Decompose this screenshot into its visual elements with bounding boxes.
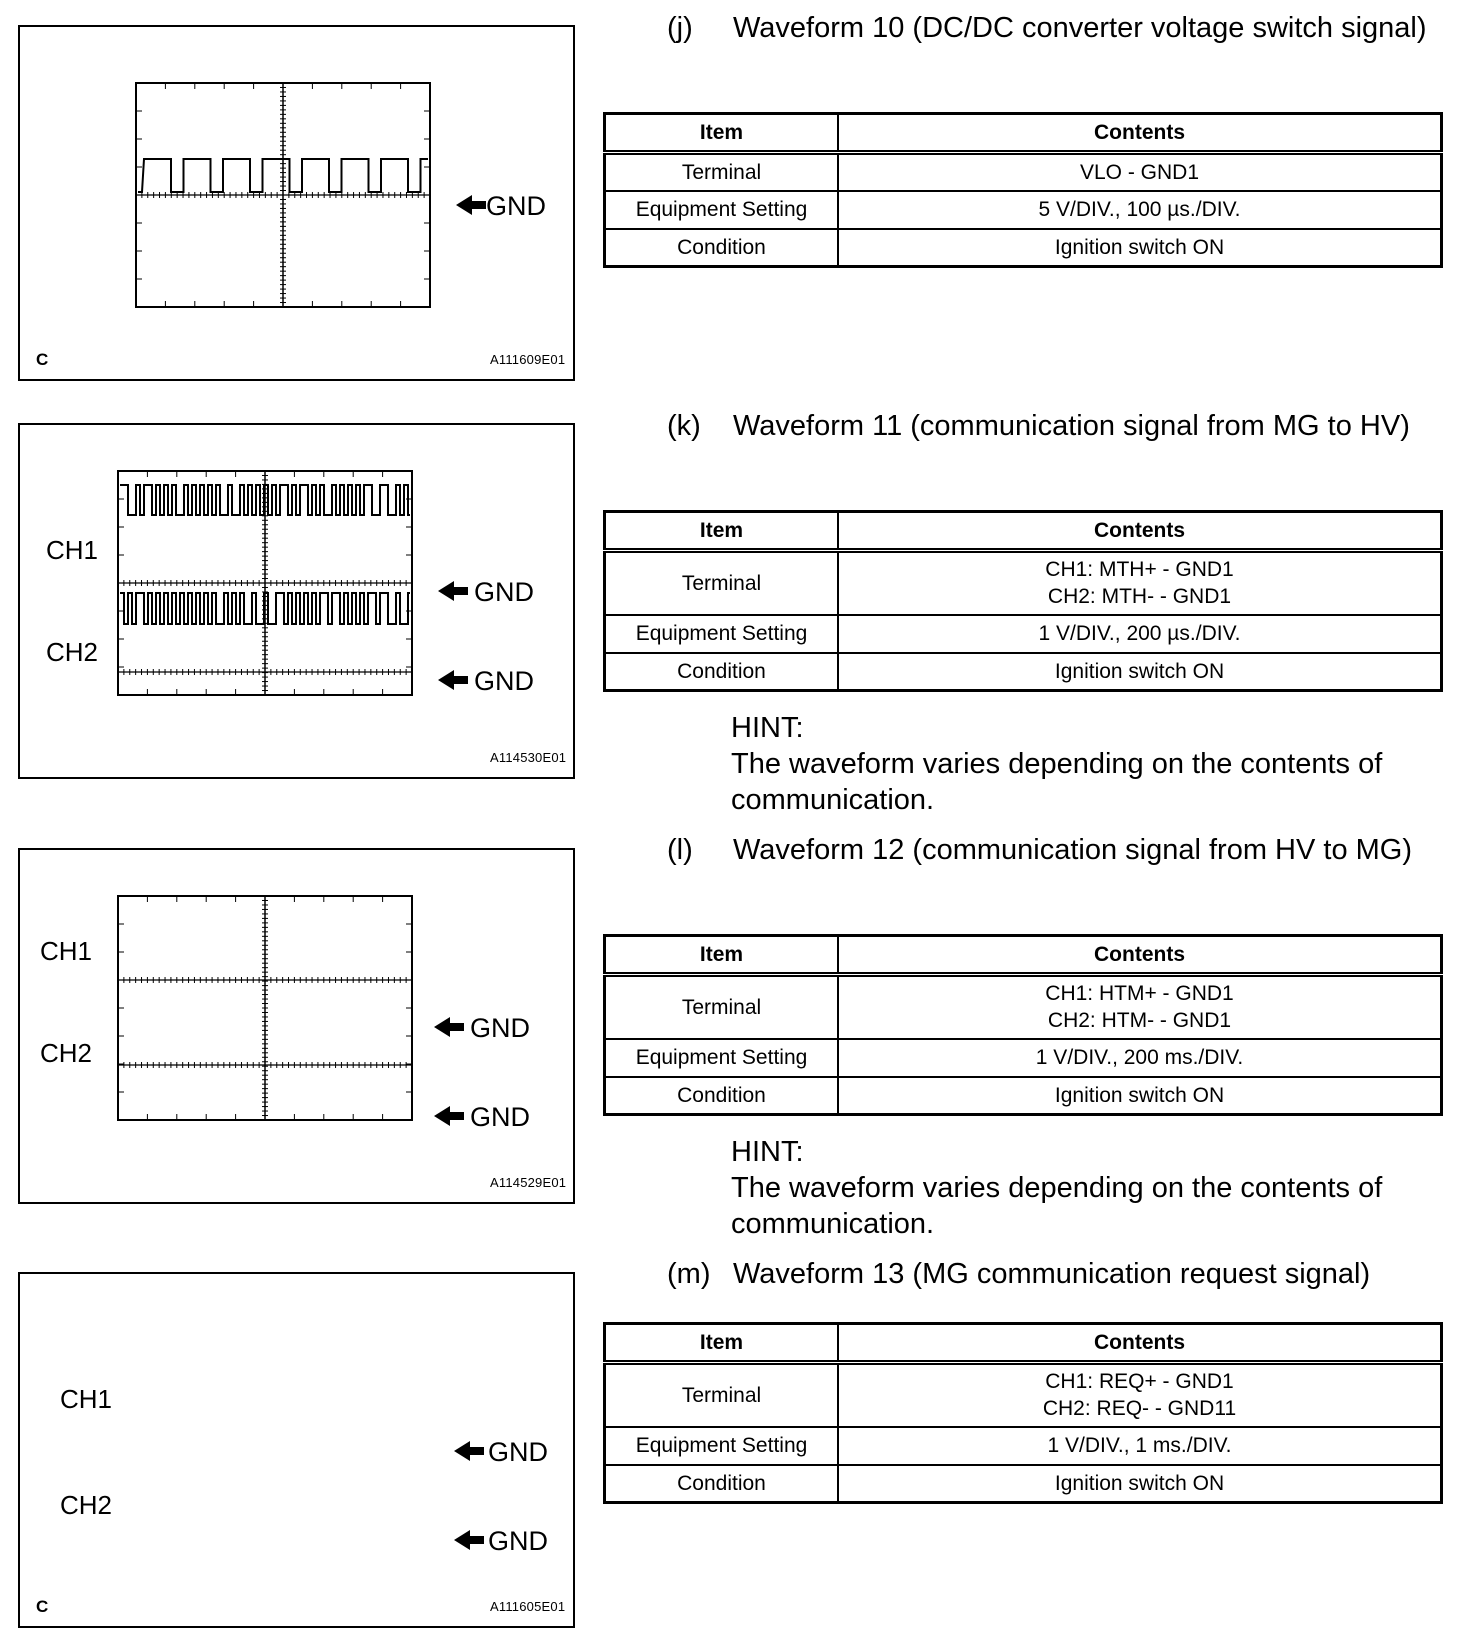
terminal-line: CH1: HTM+ - GND1 bbox=[1045, 982, 1234, 1006]
arrow-left-icon bbox=[434, 1106, 464, 1126]
gnd-label: GND bbox=[474, 577, 534, 607]
section-letter: (j) bbox=[667, 12, 693, 44]
section-letter: (k) bbox=[667, 410, 701, 442]
table-row bbox=[605, 653, 1442, 691]
ch1-label: CH1 bbox=[40, 936, 93, 966]
table-row bbox=[605, 229, 1442, 267]
table-cell: Condition bbox=[605, 653, 839, 691]
arrow-left-icon bbox=[438, 670, 468, 690]
table-row bbox=[605, 551, 1442, 615]
section-heading bbox=[603, 1256, 1443, 1292]
arrow-left-icon bbox=[456, 195, 486, 215]
ch2-label: CH2 bbox=[40, 1038, 93, 1068]
gnd-label: GND bbox=[488, 1526, 548, 1556]
spec-table-waveform-13 bbox=[603, 1322, 1443, 1504]
table-header: Item bbox=[605, 512, 839, 551]
table-cell bbox=[838, 551, 1442, 615]
figure-waveform-12 bbox=[18, 848, 575, 1204]
arrow-left-icon bbox=[438, 581, 468, 601]
section-waveform-13 bbox=[603, 1256, 1443, 1292]
table-header: Contents bbox=[838, 1324, 1442, 1363]
hint-label: HINT: bbox=[731, 712, 804, 744]
arrow-left-icon bbox=[454, 1441, 484, 1461]
table-row bbox=[605, 1427, 1442, 1465]
figure-code: A114530E01 bbox=[490, 750, 567, 765]
table-row bbox=[605, 615, 1442, 653]
section-letter: (l) bbox=[667, 834, 693, 866]
table-header: Contents bbox=[838, 512, 1442, 551]
table-header: Item bbox=[605, 1324, 839, 1363]
terminal-line: CH1: REQ+ - GND1 bbox=[1045, 1370, 1234, 1394]
table-cell: Terminal bbox=[605, 975, 839, 1039]
hint-block bbox=[731, 1134, 1431, 1242]
hint-text: The waveform varies depending on the contents of communication. bbox=[731, 1172, 1383, 1240]
table-row bbox=[605, 1465, 1442, 1503]
table-cell: Condition bbox=[605, 1077, 839, 1115]
figure-code: A114529E01 bbox=[490, 1175, 567, 1190]
figure-code: A111605E01 bbox=[490, 1599, 566, 1614]
terminal-line: CH2: HTM- - GND1 bbox=[1047, 1009, 1232, 1033]
section-title: Waveform 10 (DC/DC converter voltage switch signal) bbox=[733, 12, 1427, 44]
gnd-label: GND bbox=[486, 191, 546, 221]
ch2-label: CH2 bbox=[60, 1490, 113, 1520]
table-cell: Ignition switch ON bbox=[838, 653, 1442, 691]
table-cell: Condition bbox=[605, 1465, 839, 1503]
section-waveform-11 bbox=[603, 408, 1443, 444]
table-cell: Terminal bbox=[605, 1363, 839, 1427]
table-cell: Equipment Setting bbox=[605, 1427, 839, 1465]
table-header: Item bbox=[605, 936, 839, 975]
spec-table-waveform-12 bbox=[603, 934, 1443, 1116]
table-cell: Equipment Setting bbox=[605, 191, 839, 229]
table-row bbox=[605, 1039, 1442, 1077]
table-cell: 1 V/DIV., 1 ms./DIV. bbox=[838, 1427, 1442, 1465]
table-row bbox=[605, 975, 1442, 1039]
hint-text: The waveform varies depending on the contents of communication. bbox=[731, 748, 1383, 816]
figure-c-label: C bbox=[36, 350, 49, 369]
terminal-line: CH2: MTH- - GND1 bbox=[1047, 585, 1232, 609]
table-cell: Ignition switch ON bbox=[838, 1077, 1442, 1115]
table-cell: Ignition switch ON bbox=[838, 229, 1442, 267]
figure-waveform-10 bbox=[18, 25, 575, 381]
arrow-left-icon bbox=[454, 1530, 484, 1550]
table-row bbox=[605, 1077, 1442, 1115]
table-cell: 5 V/DIV., 100 µs./DIV. bbox=[838, 191, 1442, 229]
figure-c-label: C bbox=[36, 1597, 49, 1616]
terminal-line: CH2: REQ- - GND11 bbox=[1042, 1397, 1237, 1421]
gnd-label: GND bbox=[474, 666, 534, 696]
table-row bbox=[605, 1363, 1442, 1427]
section-title: Waveform 13 (MG communication request signal) bbox=[733, 1258, 1371, 1290]
section-heading bbox=[603, 832, 1443, 868]
table-cell: Equipment Setting bbox=[605, 1039, 839, 1077]
table-cell: Terminal bbox=[605, 551, 839, 615]
terminal-line: CH1: MTH+ - GND1 bbox=[1045, 558, 1234, 582]
table-header: Item bbox=[605, 114, 839, 153]
table-cell: 1 V/DIV., 200 µs./DIV. bbox=[838, 615, 1442, 653]
section-title: Waveform 11 (communication signal from MG to HV) bbox=[733, 410, 1410, 442]
figure-waveform-11 bbox=[18, 423, 575, 779]
table-cell: Condition bbox=[605, 229, 839, 267]
section-waveform-10 bbox=[603, 10, 1443, 46]
spec-table-waveform-10 bbox=[603, 112, 1443, 268]
table-row bbox=[605, 191, 1442, 229]
hint-label: HINT: bbox=[731, 1136, 804, 1168]
table-header: Contents bbox=[838, 114, 1442, 153]
section-title: Waveform 12 (communication signal from HV to MG) bbox=[733, 834, 1413, 866]
table-cell: Terminal bbox=[605, 153, 839, 191]
section-letter: (m) bbox=[667, 1258, 711, 1290]
ch2-trace bbox=[120, 593, 410, 624]
table-cell: Equipment Setting bbox=[605, 615, 839, 653]
hint-block bbox=[731, 710, 1431, 818]
table-cell: Ignition switch ON bbox=[838, 1465, 1442, 1503]
table-cell: 1 V/DIV., 200 ms./DIV. bbox=[838, 1039, 1442, 1077]
table-cell bbox=[838, 975, 1442, 1039]
ch2-label: CH2 bbox=[46, 637, 99, 667]
arrow-left-icon bbox=[434, 1017, 464, 1037]
gnd-label: GND bbox=[488, 1437, 548, 1467]
table-cell: VLO - GND1 bbox=[838, 153, 1442, 191]
section-heading bbox=[603, 408, 1443, 444]
ch1-trace bbox=[120, 485, 410, 515]
figure-code: A111609E01 bbox=[490, 352, 566, 367]
table-row bbox=[605, 153, 1442, 191]
ch1-label: CH1 bbox=[46, 535, 99, 565]
table-header: Contents bbox=[838, 936, 1442, 975]
table-cell bbox=[838, 1363, 1442, 1427]
figure-waveform-13 bbox=[18, 1272, 575, 1628]
section-heading bbox=[603, 10, 1443, 46]
ch1-label: CH1 bbox=[60, 1384, 113, 1414]
gnd-label: GND bbox=[470, 1102, 530, 1132]
gnd-label: GND bbox=[470, 1013, 530, 1043]
section-waveform-12 bbox=[603, 832, 1443, 868]
spec-table-waveform-11 bbox=[603, 510, 1443, 692]
